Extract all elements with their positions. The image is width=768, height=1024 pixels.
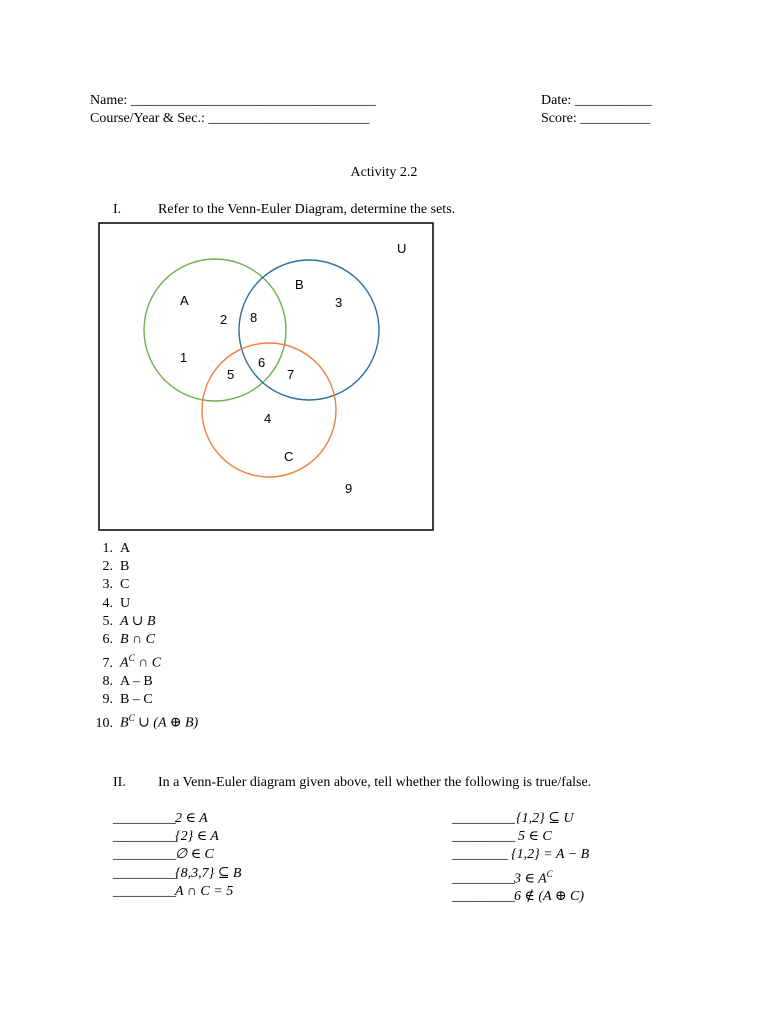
set-b-label: B [295, 277, 304, 292]
course-field[interactable]: Course/Year & Sec.: _______________________ [90, 111, 370, 126]
set-b-circle [239, 260, 379, 400]
element-8: 8 [250, 310, 258, 325]
name-field[interactable]: Name: ___________________________________ [90, 93, 376, 108]
element-6: 6 [258, 355, 266, 370]
venn-diagram [98, 222, 435, 532]
element-3: 3 [335, 295, 343, 310]
part1-instruction: Refer to the Venn-Euler Diagram, determine the sets. [158, 202, 456, 217]
list-item: 3. C [102, 577, 130, 593]
list-item: 9. B – C [102, 692, 153, 708]
list-item: 1. A [102, 541, 131, 556]
part2-right-column [452, 810, 589, 907]
list-item: 10. $B^C$ ∪ (A ⊕ B) [95, 713, 199, 732]
list-item: 4. U [102, 595, 131, 611]
list-item[interactable]: _________{1,2} ⊆ U [452, 811, 574, 826]
element-4: 4 [264, 411, 272, 426]
list-item[interactable]: _________{2} ∈ A [113, 829, 219, 845]
part1-list [91, 540, 198, 733]
set-c-circle [202, 343, 336, 477]
set-c-label: C [284, 449, 294, 464]
element-9: 9 [345, 481, 353, 496]
element-5: 5 [227, 367, 235, 382]
part2-instruction: In a Venn-Euler diagram given above, tell whether the following is true/false. [158, 775, 592, 790]
score-field[interactable]: Score: __________ [541, 111, 651, 126]
set-a-label: A [180, 293, 189, 308]
element-7: 7 [287, 367, 295, 382]
part2-numeral: II. [113, 775, 126, 790]
list-item: 6. B ∩ C [102, 632, 155, 648]
date-field[interactable]: Date: ___________ [541, 93, 652, 108]
element-2: 2 [220, 312, 228, 327]
list-item[interactable]: _________∅ ∈ C [113, 847, 214, 863]
list-item[interactable]: _________2 ∈ A [113, 811, 208, 826]
list-item: 7. $A^C$ ∩ C [102, 653, 162, 671]
list-item[interactable]: _________{8,3,7} ⊆ B [113, 865, 242, 881]
part2-left-column [113, 810, 241, 901]
element-1: 1 [180, 350, 188, 365]
part1-numeral: I. [113, 202, 122, 217]
list-item[interactable]: _________ 5 ∈ C [452, 829, 552, 845]
universe-label: U [397, 241, 407, 256]
list-item[interactable]: _________6 ∉ (A ⊕ C) [452, 889, 585, 905]
list-item: 8. A – B [102, 674, 153, 690]
list-item[interactable]: ________ {1,2} = A − B [452, 847, 590, 863]
set-a-circle [144, 259, 286, 401]
list-item[interactable]: _________A ∩ C = 5 [113, 883, 234, 899]
list-item[interactable]: _________3 ∈ $A^C$ [452, 868, 553, 887]
page-title: Activity 2.2 [350, 165, 418, 180]
list-item: 2. B [102, 559, 130, 575]
list-item: 5. A ∪ B [102, 613, 156, 629]
universe-box [99, 223, 433, 530]
